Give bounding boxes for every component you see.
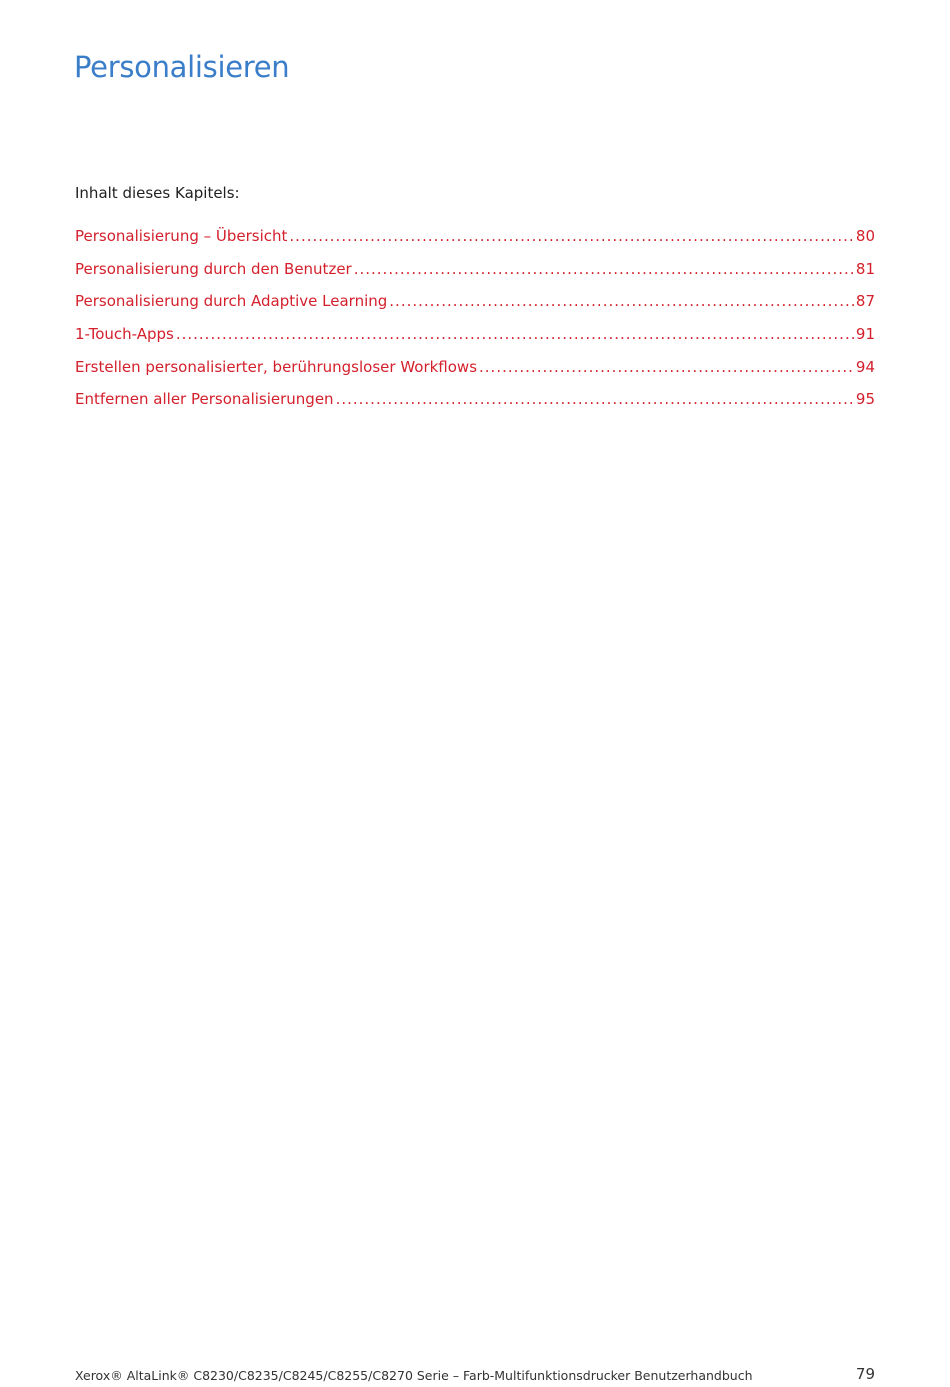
toc-entry-workflows[interactable] — [75, 358, 875, 391]
toc-dot-leader — [354, 260, 854, 278]
chapter-contents-intro: Inhalt dieses Kapitels: — [75, 184, 240, 202]
toc-entry-label: Entfernen aller Personalisierungen — [75, 390, 334, 409]
toc-entry-1-touch-apps[interactable] — [75, 325, 875, 358]
toc-entry-entfernen-personalisierungen[interactable] — [75, 390, 875, 423]
toc-dot-leader — [336, 390, 854, 408]
toc-entry-page: 91 — [855, 325, 875, 344]
toc-entry-page: 80 — [855, 227, 875, 245]
toc-entry-label: Personalisierung – Übersicht — [75, 227, 288, 245]
toc-dot-leader — [176, 325, 854, 343]
toc-entry-page: 94 — [855, 357, 875, 376]
toc-entry-page: 95 — [855, 390, 875, 409]
toc-entry-personalisierung-uebersicht[interactable] — [75, 227, 875, 260]
chapter-title: Personalisieren — [74, 50, 290, 84]
toc-entry-label: Erstellen personalisierter, berührungsloser Workflows — [75, 357, 478, 376]
toc-entry-label: 1-Touch-Apps — [75, 325, 174, 344]
table-of-contents — [75, 227, 875, 423]
footer-page-number: 79 — [855, 1365, 875, 1383]
toc-entry-page: 87 — [855, 292, 875, 311]
footer-document-title: Xerox® AltaLink® C8230/C8235/C8245/C8255/C8270 Serie – Farb-Multifunktionsdrucker Benutzerhandbuch — [75, 1368, 753, 1383]
toc-entry-adaptive-learning[interactable] — [75, 292, 875, 325]
toc-entry-label: Personalisierung durch den Benutzer — [75, 259, 352, 278]
toc-dot-leader — [389, 292, 854, 310]
toc-dot-leader — [289, 227, 854, 245]
toc-entry-page: 81 — [855, 259, 875, 278]
toc-entry-label: Personalisierung durch Adaptive Learning — [75, 292, 388, 311]
toc-entry-personalisierung-benutzer[interactable] — [75, 260, 875, 293]
toc-dot-leader — [479, 358, 854, 376]
